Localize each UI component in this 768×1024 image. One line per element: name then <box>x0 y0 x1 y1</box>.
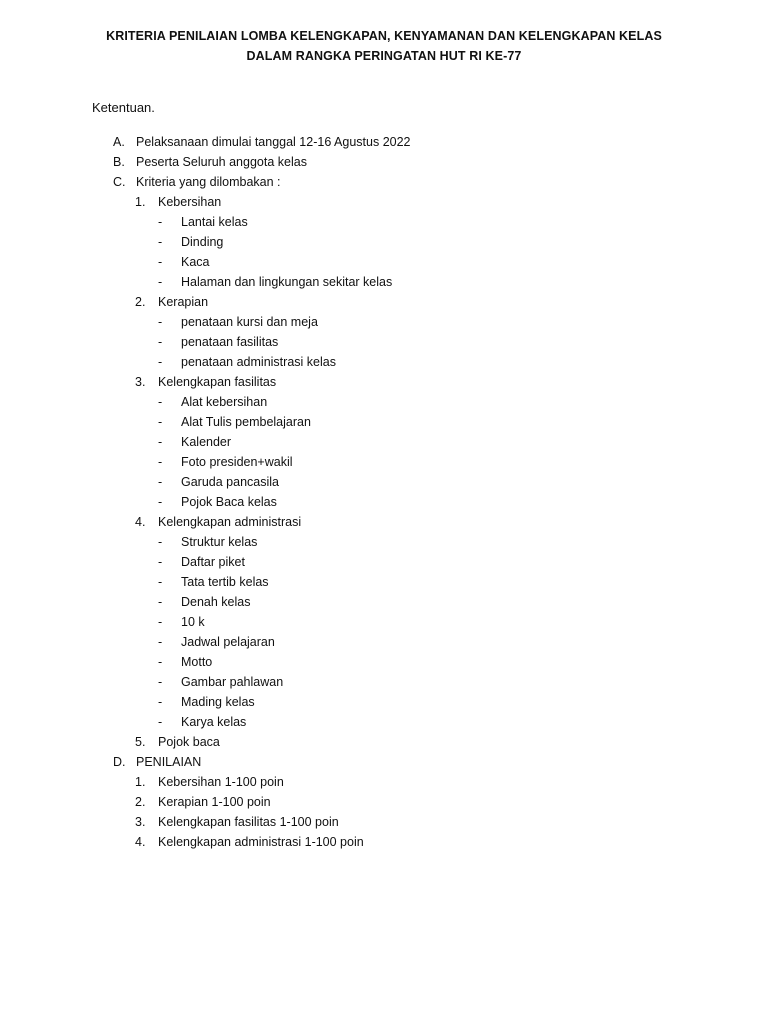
section-marker: C. <box>113 175 126 189</box>
criteria-item: Mading kelas <box>181 695 255 709</box>
section-heading: Ketentuan. <box>92 100 155 115</box>
scoring-item: Kelengkapan administrasi 1-100 poin <box>158 835 364 849</box>
section-marker: B. <box>113 155 125 169</box>
criteria-item: Denah kelas <box>181 595 251 609</box>
criteria-item: penataan kursi dan meja <box>181 315 318 329</box>
dash-marker: - <box>158 555 163 569</box>
criteria-item: Tata tertib kelas <box>181 575 269 589</box>
criteria-item: Karya kelas <box>181 715 247 729</box>
dash-marker: - <box>158 235 163 249</box>
dash-marker: - <box>158 415 163 429</box>
criteria-marker: 3. <box>135 375 146 389</box>
criteria-title: Kelengkapan fasilitas <box>158 375 277 389</box>
scoring-item: Kebersihan 1-100 poin <box>158 775 284 789</box>
dash-marker: - <box>158 595 163 609</box>
scoring-marker: 4. <box>135 835 146 849</box>
criteria-item: Alat Tulis pembelajaran <box>181 415 311 429</box>
dash-marker: - <box>158 335 163 349</box>
criteria-item: Motto <box>181 655 213 669</box>
dash-marker: - <box>158 655 163 669</box>
criteria-marker: 1. <box>135 195 146 209</box>
criteria-title: Pojok baca <box>158 735 220 749</box>
section-text: Kriteria yang dilombakan : <box>136 175 281 189</box>
criteria-item: penataan fasilitas <box>181 335 279 349</box>
criteria-item: Lantai kelas <box>181 215 248 229</box>
criteria-item: Pojok Baca kelas <box>181 495 277 509</box>
criteria-marker: 4. <box>135 515 146 529</box>
dash-marker: - <box>158 395 163 409</box>
dash-marker: - <box>158 455 163 469</box>
criteria-item: Alat kebersihan <box>181 395 268 409</box>
dash-marker: - <box>158 535 163 549</box>
dash-marker: - <box>158 575 163 589</box>
criteria-item: Foto presiden+wakil <box>181 455 293 469</box>
dash-marker: - <box>158 715 163 729</box>
criteria-item: penataan administrasi kelas <box>181 355 336 369</box>
dash-marker: - <box>158 215 163 229</box>
document-title-line-1: KRITERIA PENILAIAN LOMBA KELENGKAPAN, KENYAMANAN DAN KELENGKAPAN KELAS <box>106 29 662 43</box>
criteria-marker: 2. <box>135 295 146 309</box>
dash-marker: - <box>158 495 163 509</box>
scoring-item: Kelengkapan fasilitas 1-100 poin <box>158 815 339 829</box>
section-text: PENILAIAN <box>136 755 202 769</box>
scoring-marker: 2. <box>135 795 146 809</box>
criteria-title: Kebersihan <box>158 195 222 209</box>
criteria-item: Kalender <box>181 435 232 449</box>
dash-marker: - <box>158 275 163 289</box>
dash-marker: - <box>158 635 163 649</box>
section-marker: A. <box>113 135 125 149</box>
criteria-item: Garuda pancasila <box>181 475 279 489</box>
dash-marker: - <box>158 615 163 629</box>
criteria-item: Dinding <box>181 235 224 249</box>
dash-marker: - <box>158 255 163 269</box>
dash-marker: - <box>158 355 163 369</box>
criteria-title: Kelengkapan administrasi <box>158 515 302 529</box>
scoring-marker: 1. <box>135 775 146 789</box>
criteria-title: Kerapian <box>158 295 209 309</box>
dash-marker: - <box>158 315 163 329</box>
criteria-item: Struktur kelas <box>181 535 258 549</box>
dash-marker: - <box>158 675 163 689</box>
dash-marker: - <box>158 475 163 489</box>
document-title-line-2: DALAM RANGKA PERINGATAN HUT RI KE-77 <box>246 49 522 63</box>
dash-marker: - <box>158 695 163 709</box>
dash-marker: - <box>158 435 163 449</box>
criteria-item: Halaman dan lingkungan sekitar kelas <box>181 275 393 289</box>
criteria-item: Daftar piket <box>181 555 245 569</box>
criteria-item: Kaca <box>181 255 210 269</box>
criteria-marker: 5. <box>135 735 146 749</box>
section-marker: D. <box>113 755 126 769</box>
criteria-item: Gambar pahlawan <box>181 675 284 689</box>
scoring-item: Kerapian 1-100 poin <box>158 795 271 809</box>
criteria-item: Jadwal pelajaran <box>181 635 275 649</box>
scoring-marker: 3. <box>135 815 146 829</box>
section-text: Pelaksanaan dimulai tanggal 12-16 Agustus 2022 <box>136 135 411 149</box>
criteria-item: 10 k <box>181 615 205 629</box>
section-text: Peserta Seluruh anggota kelas <box>136 155 307 169</box>
